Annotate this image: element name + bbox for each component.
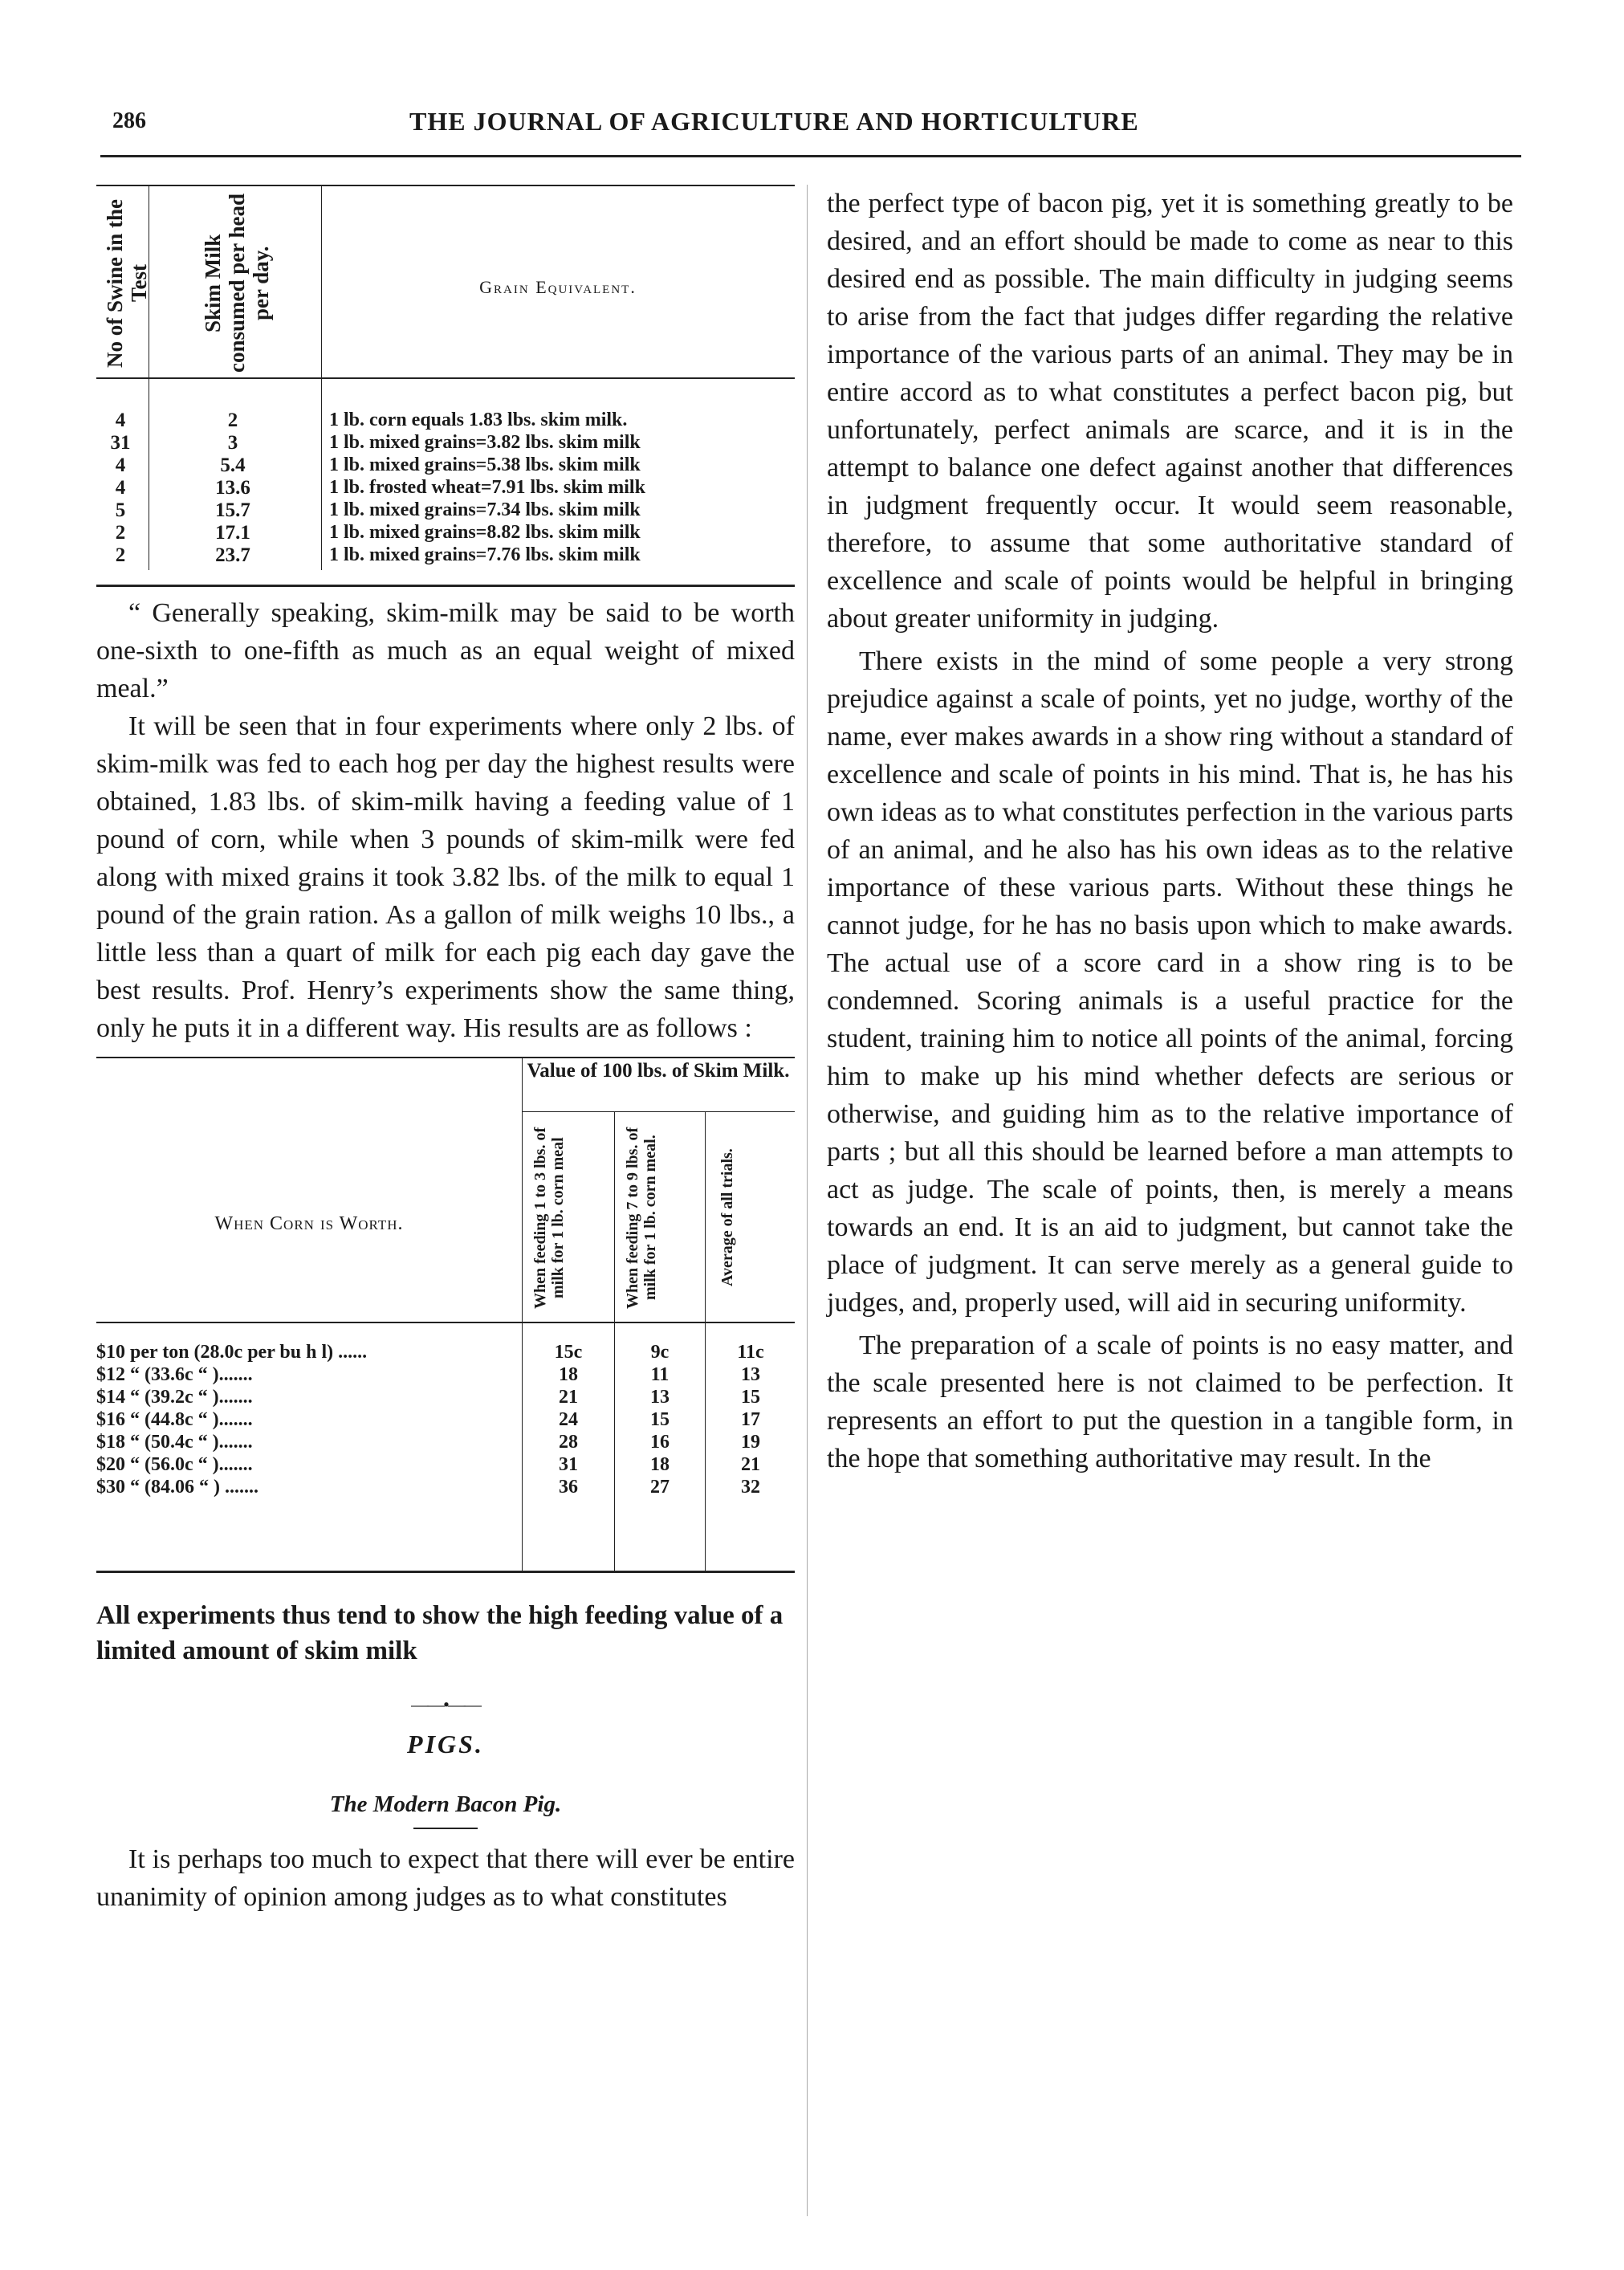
quote-paragraph: “ Generally speaking, skim-milk may be said to be worth one-sixth to one-fifth as much as an equal weight of mixed meal.” — [96, 598, 795, 703]
table-rule — [96, 585, 795, 587]
table-rule — [522, 1111, 795, 1112]
cell-corn-price: $30 “ (84.06 “ ) ....... — [96, 1477, 258, 1498]
cell-value-1: 31 — [559, 1454, 578, 1475]
body-paragraph: the perfect type of bacon pig, yet it is something greatly to be desired, and an effort should be made to come as near to this desired end as possible. The main difficulty in judging seems to arise from the fact that judges differ regarding the relative importance of the various parts of an animal. They may be in entire accord as to what constitutes a perfect bacon pig, but unfortunately, perfect animals are scarce, and it is in the attempt to balance one defect against another that differences in judgment frequently occur. It would seem reasonable, therefore, to assume that some authoritative standard of excellence and scale of points would be helpful in bringing about greater uniformity in judging. — [827, 189, 1513, 634]
short-rule — [413, 1828, 478, 1829]
cell-milk: 17.1 — [215, 522, 250, 544]
table-rule — [96, 1322, 795, 1323]
cell-corn-price: $10 per ton (28.0c per bu h l) ...... — [96, 1342, 368, 1363]
cell-value-avg: 32 — [741, 1477, 760, 1498]
cell-swine: 4 — [115, 454, 126, 476]
cell-value-1: 21 — [559, 1387, 578, 1408]
skim-milk-equivalent-table — [96, 185, 795, 586]
cell-equivalent: 1 lb. mixed grains=3.82 lbs. skim milk — [329, 432, 641, 453]
group-header: Value of 100 lbs. of Skim Milk. — [527, 1060, 790, 1082]
section-title: PIGS. — [407, 1730, 484, 1759]
cell-equivalent: 1 lb. mixed grains=7.76 lbs. skim milk — [329, 544, 641, 565]
cell-swine: 31 — [110, 432, 131, 454]
cell-value-avg: 13 — [741, 1364, 760, 1385]
cell-corn-price: $16 “ (44.8c “ )....... — [96, 1409, 253, 1430]
header-rule — [100, 155, 1521, 157]
table-row — [96, 432, 795, 456]
table-row — [96, 499, 795, 524]
cell-value-1: 24 — [559, 1409, 578, 1430]
cell-value-avg: 17 — [741, 1409, 760, 1430]
table-rule — [705, 1111, 706, 1571]
body-paragraph: There exists in the mind of some people a very strong prejudice against a scale of points, yet no judge, worthy of the name, ever makes awards in a show ring without a standard of excellence and scale of points in his mind. That is, he has his own ideas as to what constitutes perfection in the various parts of an animal, and he also has his own ideas as to the relative importance of these various parts. Without these things he cannot judge, for he has no basis upon which to make awards. The actual use of a score card in a show ring is to be condemned. Scoring animals is a useful practice for the student, training him to notice all points of the animal, forcing him to make up his mind whether defects are serious or otherwise, and guiding him as to the relative importance of parts ; but all this should be learned before a man attempts to act as judge. The scale of points, then, is merely a means towards an end. It is an aid to judgment, but cannot take the place of judgment. It can serve merely as a general guide to judges, and, properly used, will aid in securing uniformity. — [827, 646, 1513, 1318]
table-row — [96, 410, 795, 434]
table-row — [96, 454, 795, 479]
cell-swine: 5 — [115, 499, 126, 521]
body-paragraph: It will be seen that in four experiments where only 2 lbs. of skim-milk was fed to each hog per day the highest results were obtained, 1.83 lbs. of skim-milk having a feeding value of 1 pound of corn, while when 3 pounds of skim-milk were fed along with mixed grains it took 3.82 lbs. of the milk to equal 1 pound of the grain ration. As a gallon of milk weighs 10 lbs., a little less than a quart of milk for each pig each day gave the best results. Prof. Henry’s experiments show the same thing, only he puts it in a different way. His results are as follows : — [96, 711, 795, 1043]
cell-corn-price: $12 “ (33.6c “ )....... — [96, 1364, 253, 1385]
cell-milk: 2 — [227, 410, 238, 431]
cell-equivalent: 1 lb. mixed grains=5.38 lbs. skim milk — [329, 454, 641, 475]
cell-value-1: 28 — [559, 1432, 578, 1453]
header-when-corn: When Corn is Worth. — [214, 1213, 404, 1234]
article-subtitle: The Modern Bacon Pig. — [329, 1791, 562, 1817]
header-milk: Skim Milk consumed per head per day. — [201, 193, 273, 373]
cell-swine: 4 — [115, 477, 126, 499]
column-divider — [807, 185, 808, 2216]
cell-milk: 13.6 — [215, 477, 250, 499]
table-rule — [96, 185, 795, 186]
table-row — [96, 1454, 795, 1477]
cell-equivalent: 1 lb. mixed grains=8.82 lbs. skim milk — [329, 522, 641, 543]
cell-equivalent: 1 lb. corn equals 1.83 lbs. skim milk. — [329, 410, 628, 430]
corn-value-table — [96, 1057, 795, 1587]
table-row — [96, 1364, 795, 1387]
header-sub2: When feeding 7 to 9 lbs. of milk for 1 lb. corn meal. — [624, 1127, 659, 1309]
separator: ——•—— — [411, 1694, 480, 1714]
cell-milk: 23.7 — [215, 544, 250, 566]
cell-value-avg: 11c — [737, 1342, 764, 1363]
table-row — [96, 544, 795, 569]
table-rule — [96, 377, 795, 379]
running-head: THE JOURNAL OF AGRICULTURE AND HORTICULTURE — [409, 107, 1139, 136]
cell-swine: 4 — [115, 410, 126, 431]
header-grain-equivalent: Grain Equivalent. — [479, 277, 637, 297]
cell-milk: 15.7 — [215, 499, 250, 521]
cell-value-2: 11 — [650, 1364, 670, 1385]
table-row — [96, 477, 795, 501]
cell-value-avg: 21 — [741, 1454, 760, 1475]
cell-corn-price: $18 “ (50.4c “ )....... — [96, 1432, 253, 1453]
body-paragraph: The preparation of a scale of points is no easy matter, and the scale presented here is not claimed to be perfection. It represents an effort to put the question in a tangible form, in the hope that something authoritative may result. In the — [827, 1331, 1513, 1473]
cell-value-1: 15c — [554, 1342, 583, 1363]
cell-value-avg: 15 — [741, 1387, 760, 1408]
header-sub1: When feeding 1 to 3 lbs. of milk for 1 lb. corn meal — [531, 1127, 567, 1309]
table-row — [96, 1409, 795, 1432]
cell-milk: 5.4 — [220, 454, 246, 476]
cell-equivalent: 1 lb. frosted wheat=7.91 lbs. skim milk — [329, 477, 645, 498]
summary-paragraph: All experiments thus tend to show the high feeding value of a limited amount of skim milk — [96, 1601, 784, 1665]
table-row — [96, 1477, 795, 1499]
header-sub3: Average of all trials. — [718, 1148, 736, 1287]
table-rule — [614, 1111, 615, 1571]
table-rule — [96, 1571, 795, 1573]
header-swine: No of Swine in the Test — [103, 198, 151, 368]
cell-milk: 3 — [227, 432, 238, 454]
cell-value-1: 18 — [559, 1364, 578, 1385]
cell-value-2: 18 — [650, 1454, 670, 1475]
table-row — [96, 1342, 795, 1364]
cell-swine: 2 — [115, 544, 126, 566]
cell-value-avg: 19 — [741, 1432, 760, 1453]
cell-value-2: 16 — [650, 1432, 670, 1453]
left-column — [96, 185, 795, 1916]
table-row — [96, 1432, 795, 1454]
cell-corn-price: $14 “ (39.2c “ )....... — [96, 1387, 253, 1408]
cell-corn-price: $20 “ (56.0c “ )....... — [96, 1454, 253, 1475]
page-number: 286 — [112, 108, 146, 133]
table-rule — [96, 1057, 795, 1058]
cell-value-2: 9c — [650, 1342, 670, 1363]
cell-value-2: 27 — [650, 1477, 670, 1498]
cell-value-2: 13 — [650, 1387, 670, 1408]
right-column — [827, 185, 1513, 1477]
cell-value-1: 36 — [559, 1477, 578, 1498]
cell-value-2: 15 — [650, 1409, 670, 1430]
cell-equivalent: 1 lb. mixed grains=7.34 lbs. skim milk — [329, 499, 641, 520]
page-header — [112, 100, 1525, 149]
table-row — [96, 522, 795, 546]
cell-swine: 2 — [115, 522, 126, 544]
table-row — [96, 1387, 795, 1409]
body-paragraph: It is perhaps too much to expect that there will ever be entire unanimity of opinion among judges as to what constitutes — [96, 1844, 795, 1912]
